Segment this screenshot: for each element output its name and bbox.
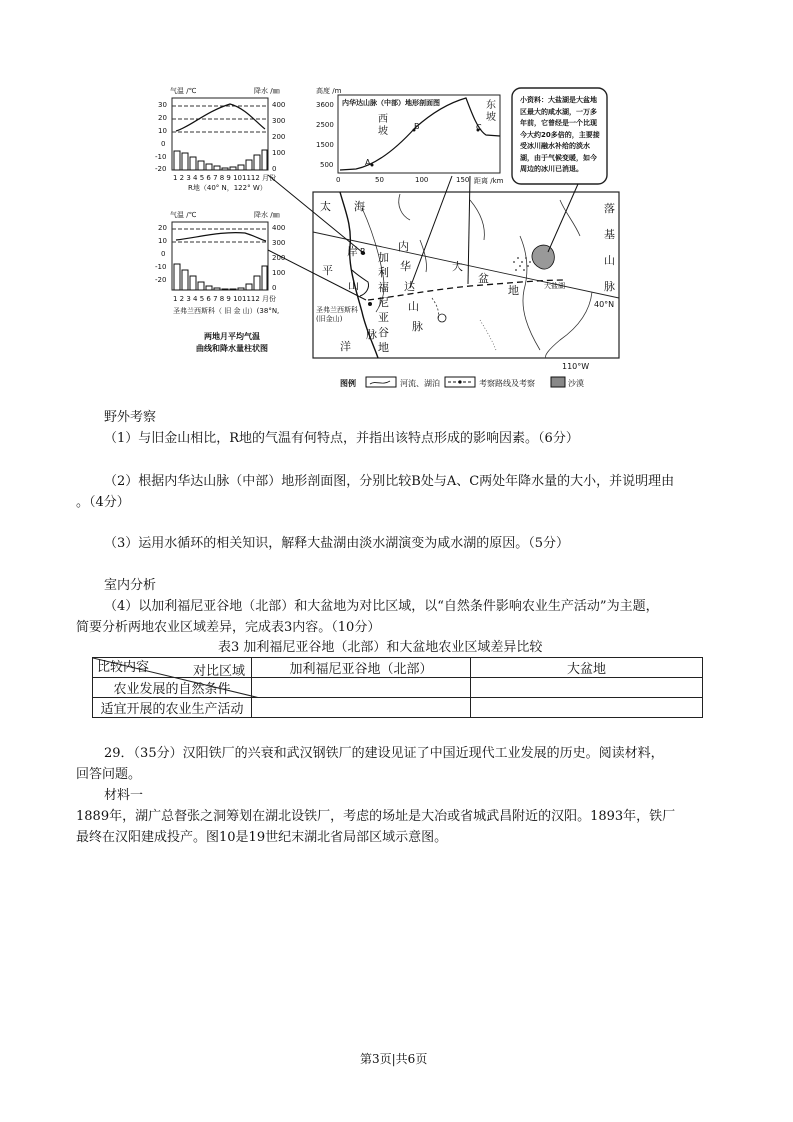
chart-sf-tick: 20 <box>158 224 167 232</box>
table-diagonal-header <box>93 658 252 678</box>
chart-r-rtick: 200 <box>272 133 286 141</box>
profile-xtick: 150 <box>456 176 470 184</box>
charts-caption-line2: 曲线和降水量柱状图 <box>196 344 268 353</box>
chart-r-ylabel-right: 降水 /㎜ <box>254 87 280 95</box>
map-rocky: 落基山脉 <box>604 202 615 293</box>
header-content: 比较内容 <box>97 660 150 675</box>
legend-desert-box <box>551 377 565 387</box>
chart-r-tick: -20 <box>155 165 167 173</box>
chart-sf-caption: 圣弗兰西斯科（ 旧 金 山）(38°N, <box>173 307 280 315</box>
map-pacific-2: 平 <box>322 264 333 277</box>
answer-cell-basin-activity[interactable] <box>471 698 703 718</box>
map-lon-label: 110°W <box>562 362 590 371</box>
table-row <box>93 698 703 718</box>
chart-r-rtick: 400 <box>272 101 286 109</box>
page-footer: 第3页|共6页 <box>360 1052 428 1066</box>
map-nevada-5: 脉 <box>412 320 423 333</box>
question-29-line2: 回答问题。 <box>76 767 142 782</box>
table-title: 表3 加利福尼亚谷地（北部）和大盆地农业区域差异比较 <box>218 640 543 655</box>
map-lat-label: 40°N <box>594 300 615 309</box>
map-nevada-3: 达 <box>404 280 415 293</box>
chart-r-rtick: 300 <box>272 117 286 125</box>
profile-point-c: C <box>476 123 482 132</box>
profile-xtick: 0 <box>336 176 341 184</box>
chart-r-rtick: 0 <box>272 165 277 173</box>
chart-sf-rtick: 400 <box>272 224 286 232</box>
section-field: 野外考察 <box>104 410 157 425</box>
chart-sf-tick: -10 <box>155 263 167 271</box>
chart-sf-rtick: 200 <box>272 254 286 262</box>
profile-point-b: B <box>414 122 420 131</box>
chart-sf-tick: 0 <box>161 250 166 258</box>
chart-sf-months: 1 2 3 4 5 6 7 8 9 101112 月份 <box>173 295 277 303</box>
chart-r-tick: 10 <box>158 127 167 135</box>
question-1: （1）与旧金山相比，R地的气温有何特点，并指出该特点形成的影响因素。（6分） <box>104 431 579 446</box>
chart-r-tick: 0 <box>161 140 166 148</box>
legend-river-label: 河流、湖泊 <box>400 379 440 388</box>
profile-title: 内华达山脉（中部）地形剖面图 <box>342 99 440 107</box>
profile-xlabel: 距离 /km <box>474 177 504 185</box>
header-col-valley: 加利福尼亚谷地（北部） <box>252 658 471 678</box>
map-coast-3: 山 <box>348 279 359 292</box>
chart-sf-rtick: 300 <box>272 239 286 247</box>
climate-chart-sf <box>172 222 268 290</box>
header-col-basin: 大盆地 <box>471 658 703 678</box>
chart-r-ylabel-left: 气温 /℃ <box>170 87 197 95</box>
question-29-line1: 29．（35分）汉阳铁厂的兴衰和武汉钢铁厂的建设见证了中国近现代工业发展的历史。阅读材料， <box>104 746 664 761</box>
question-4-line2: 简要分析两地农业区域差异，完成表3内容。（10分） <box>76 620 381 635</box>
profile-east: 东坡 <box>486 100 496 123</box>
table-header-row <box>93 658 703 678</box>
legend-desert-label: 沙漠 <box>568 379 584 388</box>
profile-ytick: 1500 <box>316 141 334 149</box>
map-coast-2: 岸 <box>347 245 358 258</box>
map-nevada-1: 内 <box>398 240 409 253</box>
charts-caption-line1: 两地月平均气温 <box>204 332 260 341</box>
map-basin-2: 盆 <box>478 272 489 285</box>
map-nevada-2: 华 <box>400 260 411 273</box>
map-pacific-1: 太 <box>320 200 331 213</box>
chart-r-rtick: 100 <box>272 149 286 157</box>
chart-r-caption: R地（40° N，122° W） <box>188 184 267 192</box>
climate-chart-r <box>172 98 268 170</box>
material-1-line1: 1889年，湖广总督张之洞筹划在湖北设铁厂，考虑的场址是大冶或省城武昌附近的汉阳。1893年，铁厂 <box>76 809 676 824</box>
comparison-table <box>92 657 703 718</box>
row-label-natural: 农业发展的自然条件 <box>93 678 252 698</box>
profile-point-a: A <box>365 158 371 167</box>
question-2-line1: （2）根据内华达山脉（中部）地形剖面图，分别比较B处与A、C两处年降水量的大小，并说明理由 <box>104 474 675 489</box>
map-coast-4: 脉 <box>366 328 377 341</box>
row-label-activity: 适宜开展的农业生产活动 <box>93 698 252 718</box>
chart-sf-tick: -20 <box>155 276 167 284</box>
legend-title: 图例 <box>340 379 356 388</box>
material-1-line2: 最终在汉阳建成投产。图10是19世纪末湖北省局部区域示意图。 <box>76 830 448 845</box>
profile-ytick: 3600 <box>316 101 334 109</box>
header-region: 对比区域 <box>192 664 245 679</box>
map-coast-1: 海 <box>354 200 365 213</box>
chart-r-tick: -10 <box>155 153 167 161</box>
chart-r-tick: 20 <box>158 114 167 122</box>
map-sf-label: 圣弗兰西斯科 (旧金山) <box>316 306 358 323</box>
chart-sf-tick: 10 <box>158 237 167 245</box>
note-box-text: 小资料：大盐湖是大盆地区最大的咸水湖，一万多年前，它曾经是一个比现今大约20多倍的，主要接受冰川融水补给的淡水湖，由于气候变暖，如今周边的冰川已消退。 <box>520 96 600 173</box>
answer-cell-valley-activity[interactable] <box>252 698 471 718</box>
map-basin-1: 大 <box>452 260 463 273</box>
question-2-line2: 。（4分） <box>76 495 130 510</box>
map-nevada-4: 山 <box>408 300 419 313</box>
section-indoor: 室内分析 <box>104 578 157 593</box>
chart-sf-rtick: 0 <box>272 284 277 292</box>
chart-sf-rtick: 100 <box>272 269 286 277</box>
chart-r-tick: 30 <box>158 101 167 109</box>
profile-xtick: 100 <box>415 176 429 184</box>
legend-route-label: 考察路线及考察 <box>479 379 535 388</box>
chart-sf-ylabel-left: 气温 /℃ <box>170 211 197 219</box>
legend-river-box <box>366 377 396 387</box>
map-r-label: R <box>360 247 366 256</box>
map-lake-label: 大盐湖 <box>544 282 565 290</box>
profile-ytick: 500 <box>320 161 334 169</box>
question-4-line1: （4）以加利福尼亚谷地（北部）和大盆地为对比区域，以“自然条件影响农业生产活动”为主题， <box>104 599 659 614</box>
chart-r-months: 1 2 3 4 5 6 7 8 9 101112 月份 <box>173 174 277 182</box>
question-3: （3）运用水循环的相关知识，解释大盐湖由淡水湖演变为咸水湖的原因。（5分） <box>104 536 570 551</box>
map-basin-3: 地 <box>508 284 519 297</box>
map-pacific-3: 洋 <box>340 340 351 353</box>
profile-ylabel: 高度 /m <box>316 87 342 95</box>
profile-xtick: 50 <box>375 176 384 184</box>
chart-sf-ylabel-right: 降水 /㎜ <box>254 211 280 219</box>
region-map <box>313 192 619 358</box>
profile-west: 西坡 <box>378 114 388 137</box>
answer-cell-basin-natural[interactable] <box>471 678 703 698</box>
profile-ytick: 2500 <box>316 121 334 129</box>
figure-area <box>0 0 793 400</box>
map-valley: 加利福尼亚谷地 <box>378 251 389 354</box>
answer-cell-valley-natural[interactable] <box>252 678 471 698</box>
material-1-title: 材料一 <box>104 788 144 803</box>
